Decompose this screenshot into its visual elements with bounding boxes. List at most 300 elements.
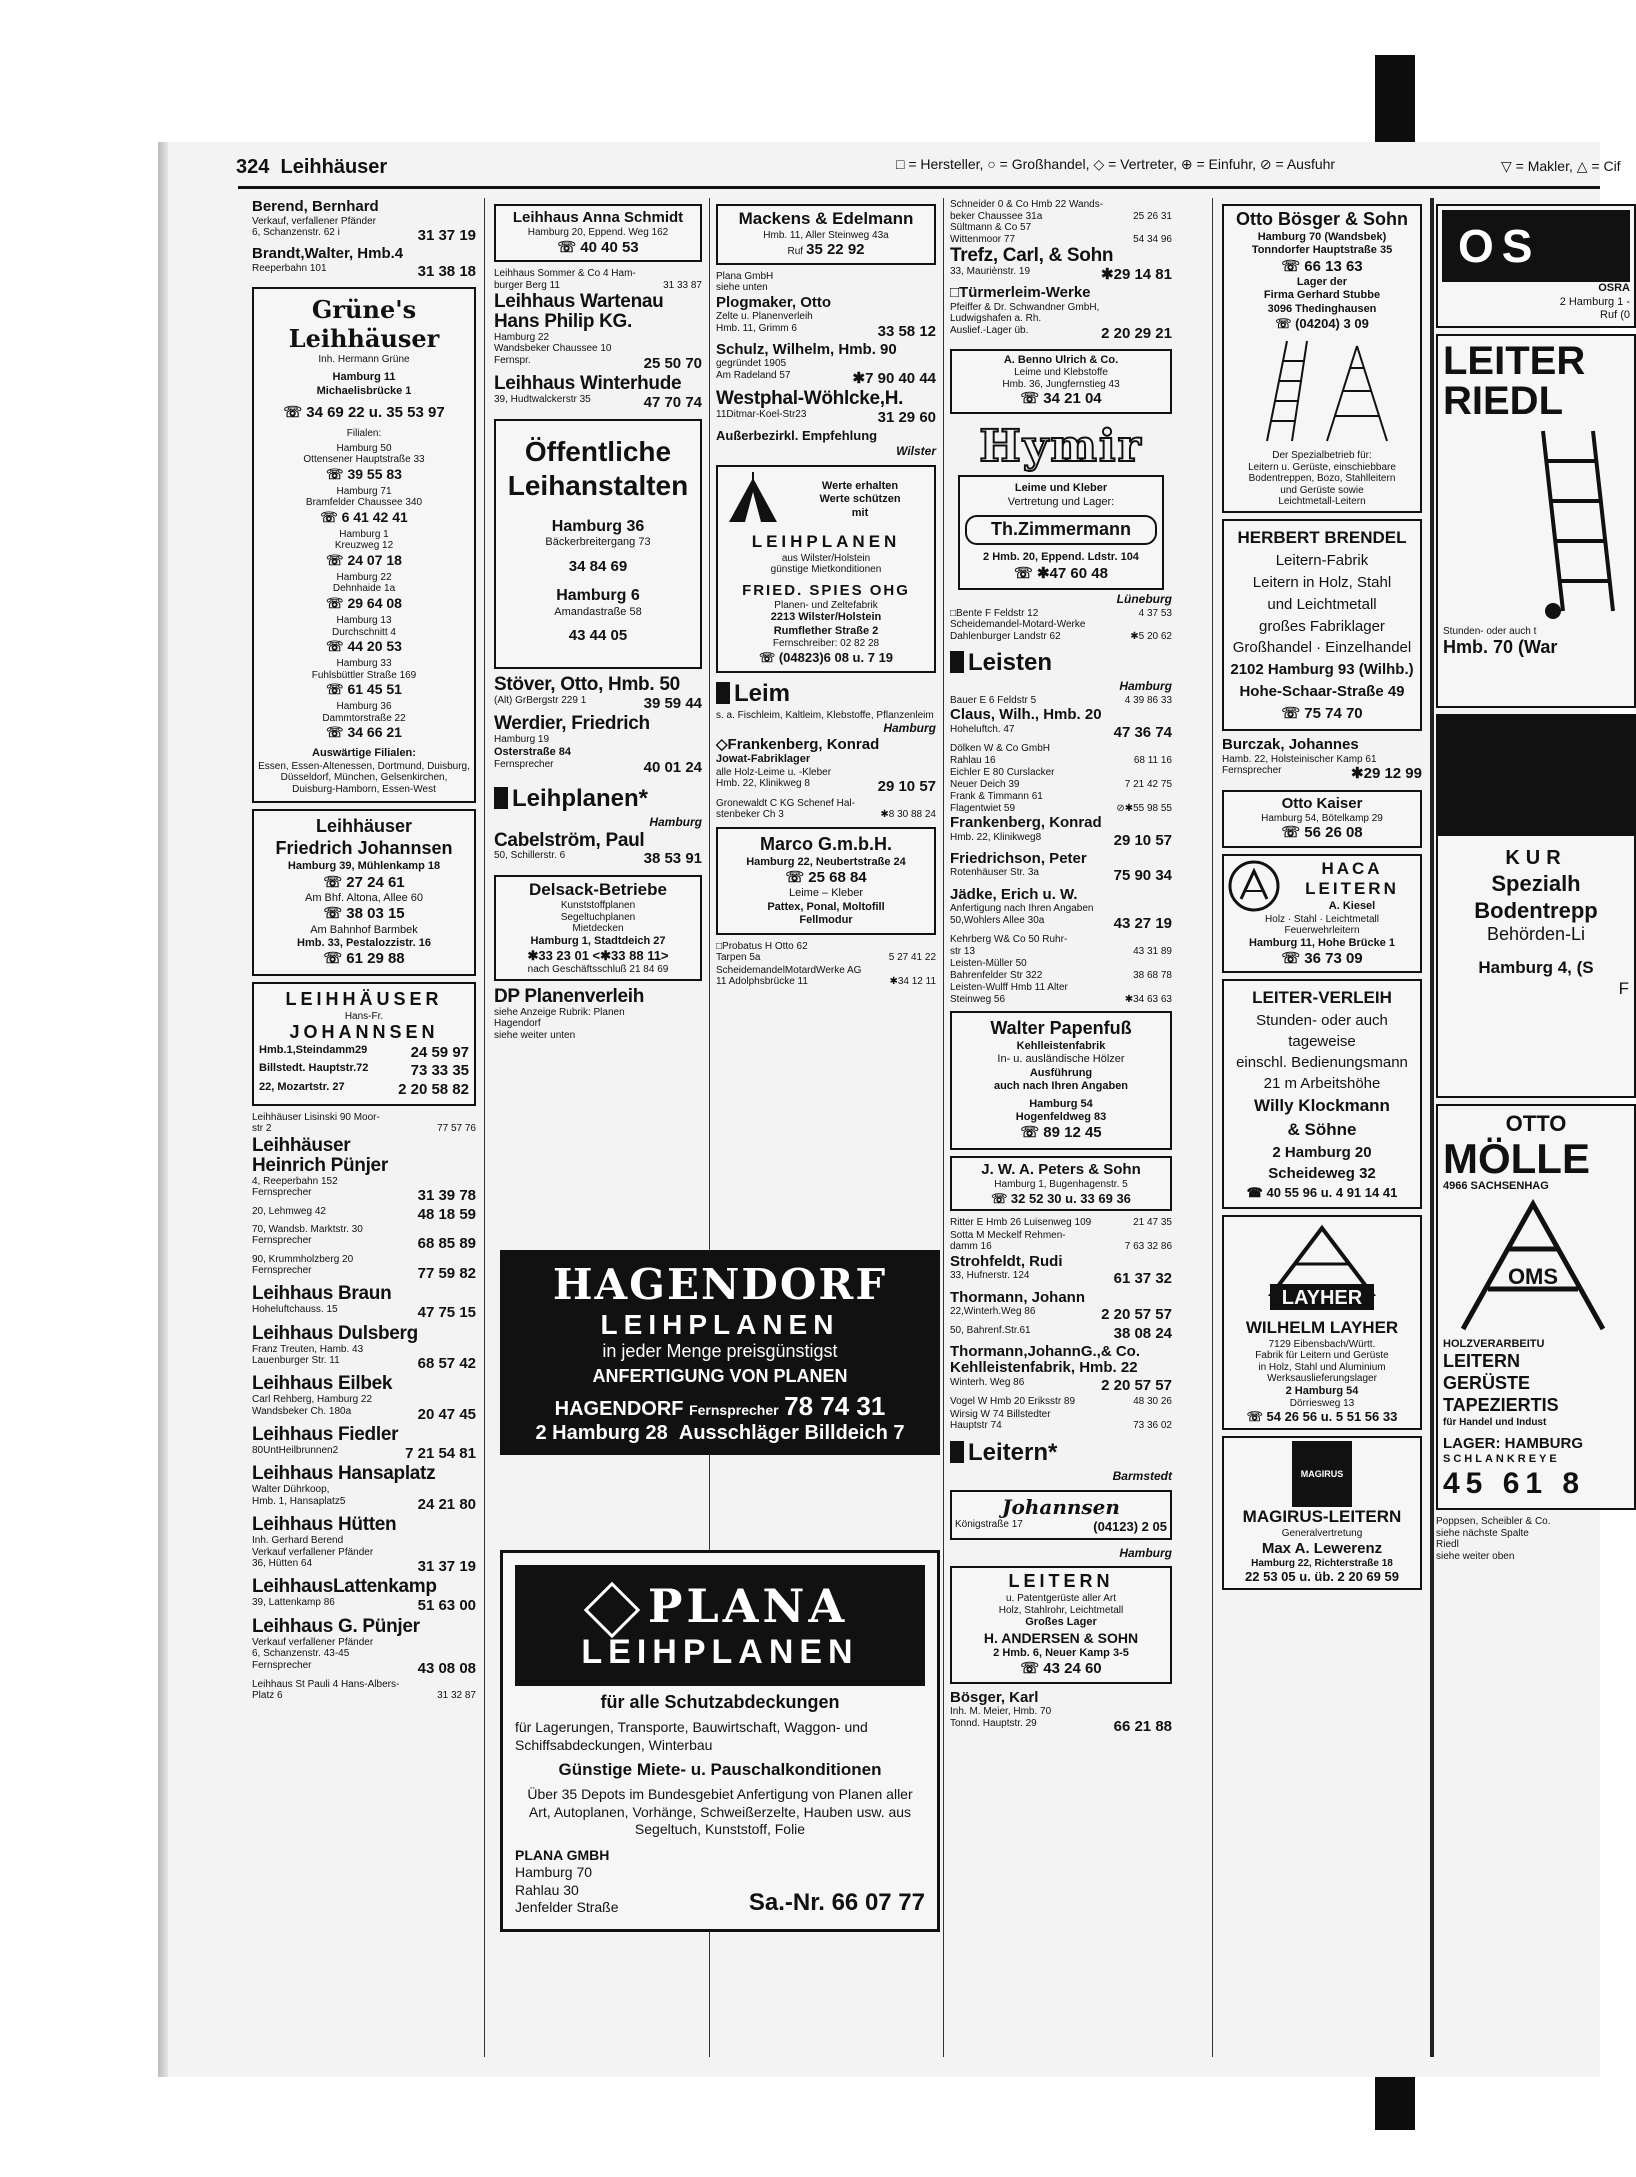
listing-hutten [252, 1515, 476, 1576]
listing-schulz [716, 342, 936, 388]
ad-text: Hamburg 22, Neubertstraße 24 [746, 855, 906, 868]
listing-name: Berend, Bernhard [252, 198, 379, 215]
ad-text: und Gerüste sowie [1280, 484, 1364, 496]
ad-text: Hmb. 33, Pestalozzistr. 16 [297, 936, 431, 949]
ad-phone: ☏ 89 12 45 [1020, 1124, 1102, 1142]
ad-text: Stunden- oder auch [1256, 1012, 1388, 1030]
ad-phone: ☏ 75 74 70 [1281, 704, 1363, 722]
listing-claus [950, 707, 1172, 742]
listing-phone: 31 38 18 [417, 262, 476, 280]
ad-title: WILHELM LAYHER [1245, 1317, 1399, 1337]
listing-name: Strohfeldt, Rudi [950, 1252, 1063, 1270]
ad-phone: ☏ 66 13 63 [1281, 257, 1363, 275]
ad-phone: ☏ 25 68 84 [785, 869, 867, 886]
listing-text: Jowat-Fabriklager [716, 753, 811, 766]
branch-city: Hamburg 71 [336, 485, 392, 497]
ad-text: Hamburg 70 (Wandsbek) [1257, 230, 1387, 243]
listing-name: Thormann,JohannG.,& Co. [950, 1342, 1140, 1360]
listing-text: Wirsig W 74 Billstedter [950, 1408, 1051, 1420]
listing-address: Winterh. Weg 86 [950, 1376, 1025, 1388]
listing-probatus [716, 941, 936, 964]
branch-address: Fuhlsbüttler Straße 169 [311, 669, 417, 681]
listing-row [950, 1377, 1172, 1395]
listing-address: str 13 [950, 945, 976, 957]
listing-address: Am Radeland 57 [716, 369, 791, 381]
ad-text: Auswärtige Filialen: [312, 747, 416, 760]
ad-text: Vertretung und Lager: [1007, 495, 1115, 508]
branch-city: Hamburg 33 [336, 658, 392, 670]
ad-text: mit [851, 506, 869, 519]
listing-address: 20, Lehmweg 42 [252, 1205, 326, 1217]
listing-phone: 43 27 19 [1113, 914, 1172, 932]
listing-phone: 21 47 35 [1133, 1217, 1172, 1229]
listing-address: 50, Schillerstr. 6 [494, 850, 566, 862]
listing-text: Verkauf verfallener Pfänder [252, 1636, 374, 1648]
ad-text: Fellmodur [799, 914, 853, 927]
ad-phone: ☏ 32 52 30 u. 33 69 36 [991, 1190, 1131, 1206]
listing-address: Reeperbahn 101 [252, 262, 327, 274]
plana-logo [521, 1579, 919, 1633]
listing-text: Fernsprecher [252, 1659, 312, 1671]
listing-address: Platz 6 [252, 1690, 283, 1702]
ad-text: Hmb. 11, Aller Steinweg 43a [763, 229, 889, 241]
ad-text: Tonndorfer Hauptstraße 35 [1251, 244, 1393, 257]
listing-phone: 31 37 19 [417, 1558, 476, 1576]
listing-phone: 31 37 19 [417, 227, 476, 244]
listing-phone: 29 10 57 [1113, 831, 1172, 849]
ad-title: Johannsen [1002, 1494, 1120, 1519]
listing-text: Verkauf, verfallener Pfänder [252, 215, 376, 227]
listing-phone: ⊘✱55 98 55 [1116, 802, 1172, 814]
section-title: Leisten [968, 649, 1053, 676]
ad-text: Am Bahnhof Barmbek [310, 923, 418, 936]
listing-text: ScheidemandelMotardWerke AG [716, 964, 862, 976]
listing-address: Wittenmoor 77 [950, 233, 1016, 245]
listing-text: Riedl [1436, 1539, 1459, 1551]
listing-address: 36, Hütten 64 [252, 1558, 313, 1570]
listing-address: 50,Wohlers Allee 30a [950, 914, 1045, 926]
listing-address: Ritter E Hmb 26 Luisenweg 109 [950, 1217, 1092, 1229]
ad-phone: ☏ (04823)6 08 u. 7 19 [758, 649, 894, 665]
listing-address: 70, Wandsb. Marktstr. 30 [252, 1223, 363, 1235]
branch-city: Hamburg 22 [336, 571, 392, 583]
ad-phone: ☏ 27 24 61 [323, 873, 405, 891]
ad-text: Lager der [1296, 276, 1348, 289]
listing-text: Hagendorf [494, 1018, 541, 1030]
ad-text: Bäckerbreitergang 73 [545, 536, 651, 549]
listing-row [950, 1270, 1172, 1288]
column-5 [1222, 198, 1422, 1596]
ad-text: in jeder Menge preisgünstigst [602, 1341, 838, 1361]
listing-address: Bauer E 6 Feldstr 5 [950, 694, 1037, 706]
ad-phone: 24 59 97 [410, 1044, 469, 1062]
ad-phone: ☏ 43 24 60 [1020, 1660, 1102, 1678]
listing-phone: ✱29 12 99 [1351, 765, 1422, 783]
listing-phone: 25 50 70 [643, 354, 702, 372]
ad-text: Segeltuchplanen [560, 911, 636, 923]
listing-phone: 61 37 32 [1113, 1270, 1172, 1288]
ad-offentliche [494, 419, 702, 670]
ad-phone: ☏ 40 40 53 [557, 238, 639, 256]
section-leisten [950, 648, 1172, 677]
ad-text: Hamburg 54 [1029, 1097, 1093, 1110]
listing-name: □Türmerleim-Werke [950, 284, 1091, 302]
section-title: Leitern* [968, 1438, 1058, 1466]
listing-address: 22,Winterh.Weg 86 [950, 1306, 1036, 1318]
listing-punjer [252, 1136, 476, 1284]
ad-text: Amandastraße 58 [554, 605, 642, 618]
ad-phone: 2 20 58 82 [398, 1080, 469, 1098]
listing-name: Hans Philip KG. [494, 311, 633, 333]
listing-name: Frankenberg, Konrad [950, 814, 1102, 832]
ad-title: A. Benno Ulrich & Co. [1003, 354, 1119, 367]
listing-phone: ✱7 90 40 44 [852, 369, 936, 387]
ad-text: Hmb.1,Steindamm29 [259, 1044, 368, 1057]
ad-text: Generalvertretung [1281, 1528, 1363, 1540]
listing-phone: 48 18 59 [417, 1205, 476, 1223]
ad-text: LEITERN [1443, 1351, 1521, 1372]
listing-address: Wandsbeker Ch. 180a [252, 1405, 352, 1417]
ad-text: Hamburg 39, Mühlenkamp 18 [287, 860, 441, 873]
ad-phone: ☎ 40 55 96 u. 4 91 14 41 [1246, 1184, 1398, 1200]
ad-text: für alle Schutzabdeckungen [600, 1692, 840, 1712]
ad-ulrich [950, 349, 1172, 414]
listing-name: ◇Frankenberg, Konrad [716, 735, 880, 753]
column-3 [716, 198, 936, 989]
ad-text: Leime und Kleber [1014, 482, 1108, 495]
listing-row [950, 695, 1172, 707]
ad-text: großes Fabriklager [1259, 617, 1385, 635]
listing-frankenberg [950, 815, 1172, 850]
layher-logo-text: LAYHER [1281, 1286, 1363, 1309]
ad-phone: 73 33 35 [410, 1062, 469, 1080]
listing-phone: 4 37 53 [1138, 607, 1172, 619]
branch-phone: ☏ 29 64 08 [326, 594, 402, 611]
ad-text: Hamburg 11, Hohe Brücke 1 [1248, 936, 1396, 949]
branch-item [258, 658, 470, 698]
listing-address: Hmb. 11, Grimm 6 [716, 322, 797, 334]
ad-text: Hamburg 1, Bugenhagenstr. 5 [994, 1179, 1128, 1191]
ad-phone: ☏ 56 26 08 [1281, 824, 1363, 842]
listing-name: Leihhaus Fiedler [252, 1424, 399, 1446]
listing-name: Schulz, Wilhelm, Hmb. 90 [716, 340, 897, 358]
listing-brandt [252, 246, 476, 281]
listing-text: Leihhaus Sommer & Co 4 Ham- [494, 268, 636, 280]
branch-phone: ☏ 34 66 21 [326, 724, 402, 741]
listing-phone: 38 68 78 [1133, 969, 1172, 981]
listing-phone: 75 90 34 [1113, 867, 1172, 885]
listing-address: 4, Reeperbahn 152 [252, 1175, 338, 1187]
listing-address: Lauenburger Str. 11 [252, 1355, 340, 1367]
listing-lattenkamp [252, 1577, 476, 1615]
listing-ritter [950, 1217, 1172, 1229]
ad-papenfuss [950, 1011, 1172, 1150]
listing-phone: 7 21 54 81 [405, 1445, 476, 1463]
listing-text: Schneider 0 & Co Hmb 22 Wands- [950, 199, 1104, 210]
listing-text: siehe Anzeige Rubrik: Planen [494, 1006, 625, 1018]
leisten-listings [950, 695, 1172, 1005]
ad-title: MÖLLE [1443, 1135, 1590, 1183]
ad-title: FRIED. SPIES OHG [742, 581, 910, 599]
listing-phone: 77 59 82 [417, 1265, 476, 1283]
ad-text: Hamburg 1, Stadtdeich 27 [530, 934, 666, 947]
listing-name: Leihhaus Dulsberg [252, 1322, 418, 1344]
listing-phone: 4 39 86 33 [1124, 694, 1172, 706]
branch-list [258, 443, 470, 742]
ad-text: HAGENDORF [554, 1398, 684, 1420]
listing-phone: 25 26 31 [1133, 210, 1172, 222]
listing-address: 80UntHeilbrunnen2 [252, 1445, 339, 1457]
listing-text: Fernsprecher [494, 759, 554, 771]
listing-name: LeihhausLattenkamp [252, 1576, 437, 1598]
listing-row [950, 1217, 1172, 1229]
listing-address: Flagentwiet 59 [950, 802, 1016, 814]
listing-name: Cabelström, Paul [494, 829, 645, 851]
listing-phone: 5 27 41 22 [888, 952, 936, 964]
listing-text: Leihhäuser Lisinski 90 Moor- [252, 1111, 380, 1123]
listing-phone: 47 75 15 [417, 1304, 476, 1322]
ad-title: Otto Kaiser [1281, 794, 1363, 812]
listing-phone: 2 20 57 57 [1101, 1306, 1172, 1324]
section-title: Leihplanen* [512, 784, 649, 812]
ad-text: Königstraße 17 [955, 1518, 1023, 1530]
city-heading: Lüneburg [1116, 591, 1172, 606]
listing-text: Franz Treuten, Hamb. 43 [252, 1343, 364, 1355]
listing-address: beker Chaussee 31a [950, 210, 1043, 222]
ad-text: HOLZVERARBEITU [1443, 1337, 1545, 1350]
gutter [1430, 198, 1434, 2057]
listing-name: Friedrichson, Peter [950, 849, 1087, 867]
ad-text: Jenfelder Straße [515, 1899, 619, 1915]
oms-logo-text: OMS [1507, 1263, 1559, 1289]
section-leihplanen [494, 784, 702, 813]
ad-text: 22, Mozartstr. 27 [259, 1080, 345, 1093]
listing-row [252, 1304, 476, 1322]
listing-row [950, 832, 1172, 850]
hymir-logo: Hymir [979, 420, 1143, 472]
listing-row [950, 1325, 1172, 1343]
ad-text: Über 35 Depots im Bundesgebiet Anfertigung von Planen aller Art, Autoplanen, Vorhänge, Schweißerzelte, Hauben usw. aus Segeltuch, Kunststoff, Folie [527, 1786, 913, 1837]
listing-name: Brandt,Walter, Hmb.4 [252, 245, 404, 263]
branch-address: Dehnhaide 1a [332, 583, 396, 595]
listing-phone: 66 21 88 [1113, 1717, 1172, 1735]
ad-text: auch nach Ihren Angaben [993, 1080, 1129, 1093]
listing-phone: 51 63 00 [417, 1597, 476, 1615]
listing-name: Leihhaus Hütten [252, 1514, 397, 1536]
listing-text: Leisten-Müller 50 [950, 958, 1027, 970]
ad-text: Großhandel · Einzelhandel [1232, 639, 1412, 657]
listing-row [252, 1406, 476, 1424]
listing-lisinski [252, 1112, 476, 1135]
ad-title: RIEDL [1443, 379, 1563, 424]
ad-text: Filialen: [346, 428, 382, 440]
listing-row [950, 1396, 1172, 1408]
branch-address: Ottensener Hauptstraße 33 [303, 454, 425, 466]
branch-phone: ☏ 24 07 18 [326, 551, 402, 568]
ad-text: 4966 SACHSENHAG [1443, 1180, 1549, 1193]
ad-text: PLANA GMBH [515, 1846, 610, 1863]
ad-text: Billstedt. Hauptstr.72 [259, 1062, 369, 1075]
listing-name: Claus, Wilh., Hmb. 20 [950, 706, 1102, 724]
ad-phone: 22 53 05 u. üb. 2 20 69 59 [1245, 1569, 1399, 1585]
listing-row [950, 1241, 1172, 1253]
listing-frank [950, 791, 1172, 814]
section-note: Außerbezirkl. Empfehlung [716, 428, 878, 444]
ad-text: Leime und Klebstoffe [1014, 367, 1108, 379]
listing-phone: 40 01 24 [643, 759, 702, 777]
ad-text: Bodentrepp [1474, 897, 1598, 923]
ad-title: Th.Zimmermann [965, 515, 1157, 545]
listing-address: 11 Adolphsbrücke 11 [716, 976, 808, 988]
listing-address: Hauptstr 74 [950, 1420, 1002, 1432]
ad-text: Behörden-Li [1486, 924, 1586, 945]
listing-row [950, 724, 1172, 742]
ad-text: Am Bhf. Altona, Allee 60 [304, 891, 424, 904]
listing-phone: 31 29 60 [877, 409, 936, 427]
ad-text: 2 Hmb. 20, Eppend. Ldstr. 104 [983, 551, 1139, 564]
ad-text: Hamburg 11 [332, 371, 396, 384]
listing-address: Tarpen 5a [716, 952, 761, 964]
column-2 [494, 198, 702, 1042]
ad-title: Delsack-Betriebe [529, 879, 667, 899]
listing-name: Heinrich Pünjer [252, 1154, 388, 1176]
column-4 [950, 198, 1172, 1737]
ad-title: LEIHPLANEN [600, 1309, 840, 1340]
column-divider [943, 198, 944, 2057]
ad-text: Firma Gerhard Stubbe [1263, 289, 1381, 302]
ad-text: tageweise [1288, 1033, 1356, 1051]
ad-text: 2 Hamburg 20 [1272, 1143, 1372, 1161]
ad-text: Ausführung [1029, 1066, 1093, 1079]
haca-logo-icon [1227, 859, 1281, 913]
ad-text: u. Patentgerüste aller Art [1005, 1593, 1117, 1605]
listing-row [950, 867, 1172, 885]
ad-text: Leichtmetall-Leitern [1278, 496, 1366, 508]
listing-strohfeldt [950, 1254, 1172, 1289]
listing-address: Hmb. 22, Klinikweg 8 [716, 778, 810, 790]
listing-braun [252, 1284, 476, 1322]
ad-text: Pattex, Ponal, Moltofill [767, 900, 885, 913]
ad-text: Fernsprecher [689, 1402, 779, 1418]
listing-address: Hoheluftch. 47 [950, 723, 1015, 735]
listing-text: Auslief.-Lager üb. [950, 324, 1029, 336]
ad-text: einschl. Bedienungsmann [1236, 1054, 1408, 1072]
listing-address: Hmb. 22, Klinikweg8 [950, 831, 1042, 843]
city-heading: Wilster [896, 444, 936, 459]
listing-wartenau [494, 292, 702, 373]
listing-row [950, 1306, 1172, 1324]
listing-thormann2 [950, 1344, 1172, 1395]
listing-sotta [950, 1230, 1172, 1253]
ad-leiter-verleih [1222, 979, 1422, 1209]
branch-city: Hamburg 50 [336, 442, 392, 454]
ad-title: Mackens & Edelmann [738, 209, 914, 228]
listing-hansaplatz [252, 1464, 476, 1514]
ad-text: Fernschreiber: 02 82 28 [772, 638, 880, 650]
listing-text: Kehrberg W& Co 50 Ruhr- [950, 934, 1068, 946]
listing-address: Hamb. 22, Holsteinischer Kamp 61 [1222, 753, 1377, 765]
ad-text: 3096 Thedinghausen [1267, 302, 1377, 315]
ad-phone: (04123) 2 05 [1093, 1518, 1167, 1534]
listing-name: Werdier, Friedrich [494, 713, 650, 735]
ad-text: für Lagerungen, Transporte, Bauwirtschaft, Waggon- und Schiffsabdeckungen, Winterbau [515, 1719, 868, 1753]
ad-mackens [716, 204, 936, 265]
branch-item [258, 615, 470, 655]
listing-name: Leihhaus Braun [252, 1283, 392, 1305]
ad-text: Scheideweg 32 [1268, 1164, 1376, 1182]
ad-text: GERÜSTE [1443, 1373, 1531, 1394]
ad-phone: ☏ 34 69 22 u. 35 53 97 [283, 403, 445, 421]
listing-gronewaldt [716, 798, 936, 821]
ad-text: Kunststoffplanen [560, 900, 636, 912]
listing-address: Hoheluftchauss. 15 [252, 1304, 338, 1316]
ad-title: Leihanstalten [507, 469, 689, 501]
listing-stpauli [252, 1679, 476, 1702]
ad-title: LEITER [1443, 339, 1586, 384]
ad-title: Leihhäuser [315, 816, 413, 837]
listing-text: Fernsprecher [252, 1187, 312, 1199]
ad-hymir [950, 420, 1172, 590]
listing-text: siehe nächste Spalte [1436, 1527, 1529, 1539]
listing-thormann [950, 1290, 1172, 1343]
listing-text: Fernsprecher [1222, 765, 1282, 777]
listing-name: Burczak, Johannes [1222, 736, 1359, 754]
ad-title: MAGIRUS-LEITERN [1242, 1507, 1402, 1527]
simple-listings [252, 1284, 476, 1615]
listing-phone: 68 11 16 [1133, 754, 1172, 766]
ad-text: 21 m Arbeitshöhe [1263, 1075, 1381, 1093]
ad-text: Großes Lager [1025, 1616, 1097, 1629]
ad-text: Mietdecken [572, 923, 624, 935]
listing-address: 39, Hudtwalckerstr 35 [494, 394, 591, 406]
listing-text: siehe weiter oben [1436, 1550, 1515, 1562]
ad-text: Hohe-Schaar-Straße 49 [1239, 682, 1405, 700]
ad-title: Grüne's [311, 295, 417, 325]
ad-text: Hogenfeldweg 83 [1015, 1111, 1107, 1124]
ad-johannsen [252, 809, 476, 975]
ad-text: Ausschläger Billdeich 7 [678, 1422, 905, 1444]
section-title: Leim [734, 679, 791, 707]
ad-title: JOHANNSEN [289, 1022, 439, 1043]
listing-row [950, 803, 1172, 815]
listing-wirsig [950, 1409, 1172, 1432]
ad-title: LEITER-VERLEIH [1252, 988, 1392, 1008]
ad-text: LAGER: HAMBURG [1443, 1434, 1583, 1452]
ad-layher [1222, 1215, 1422, 1431]
ad-johannsen-hansfr [252, 982, 476, 1106]
listing-row [252, 1597, 476, 1615]
ad-moller [1436, 1104, 1636, 1510]
ad-spies [716, 465, 936, 673]
listing-phone: ✱5 20 62 [1130, 630, 1172, 642]
listing-address: Hmb. 1, Hansaplatz5 [252, 1495, 346, 1507]
ad-title: Friedrich Johannsen [275, 838, 453, 859]
listing-row [950, 970, 1172, 982]
listing-row [950, 994, 1172, 1006]
page-legend-right: ▽ = Makler, △ = Cif [1501, 158, 1621, 174]
listing-sommer [494, 268, 702, 291]
ad-phone: ☏ 61 29 88 [323, 950, 405, 968]
listing-dulsberg [252, 1324, 476, 1374]
ad-phone: ☏ ✱47 60 48 [1014, 564, 1108, 582]
listing-address: (Alt) GrBergstr 229 1 [494, 695, 587, 707]
ad-grune [252, 287, 476, 803]
ad-text: Leitern-Fabrik [1275, 552, 1369, 570]
listing-phone: 20 47 45 [417, 1405, 476, 1423]
listing-werdier [494, 714, 702, 777]
ad-phone: 34 84 69 [568, 557, 628, 575]
column-1 [252, 198, 476, 1703]
